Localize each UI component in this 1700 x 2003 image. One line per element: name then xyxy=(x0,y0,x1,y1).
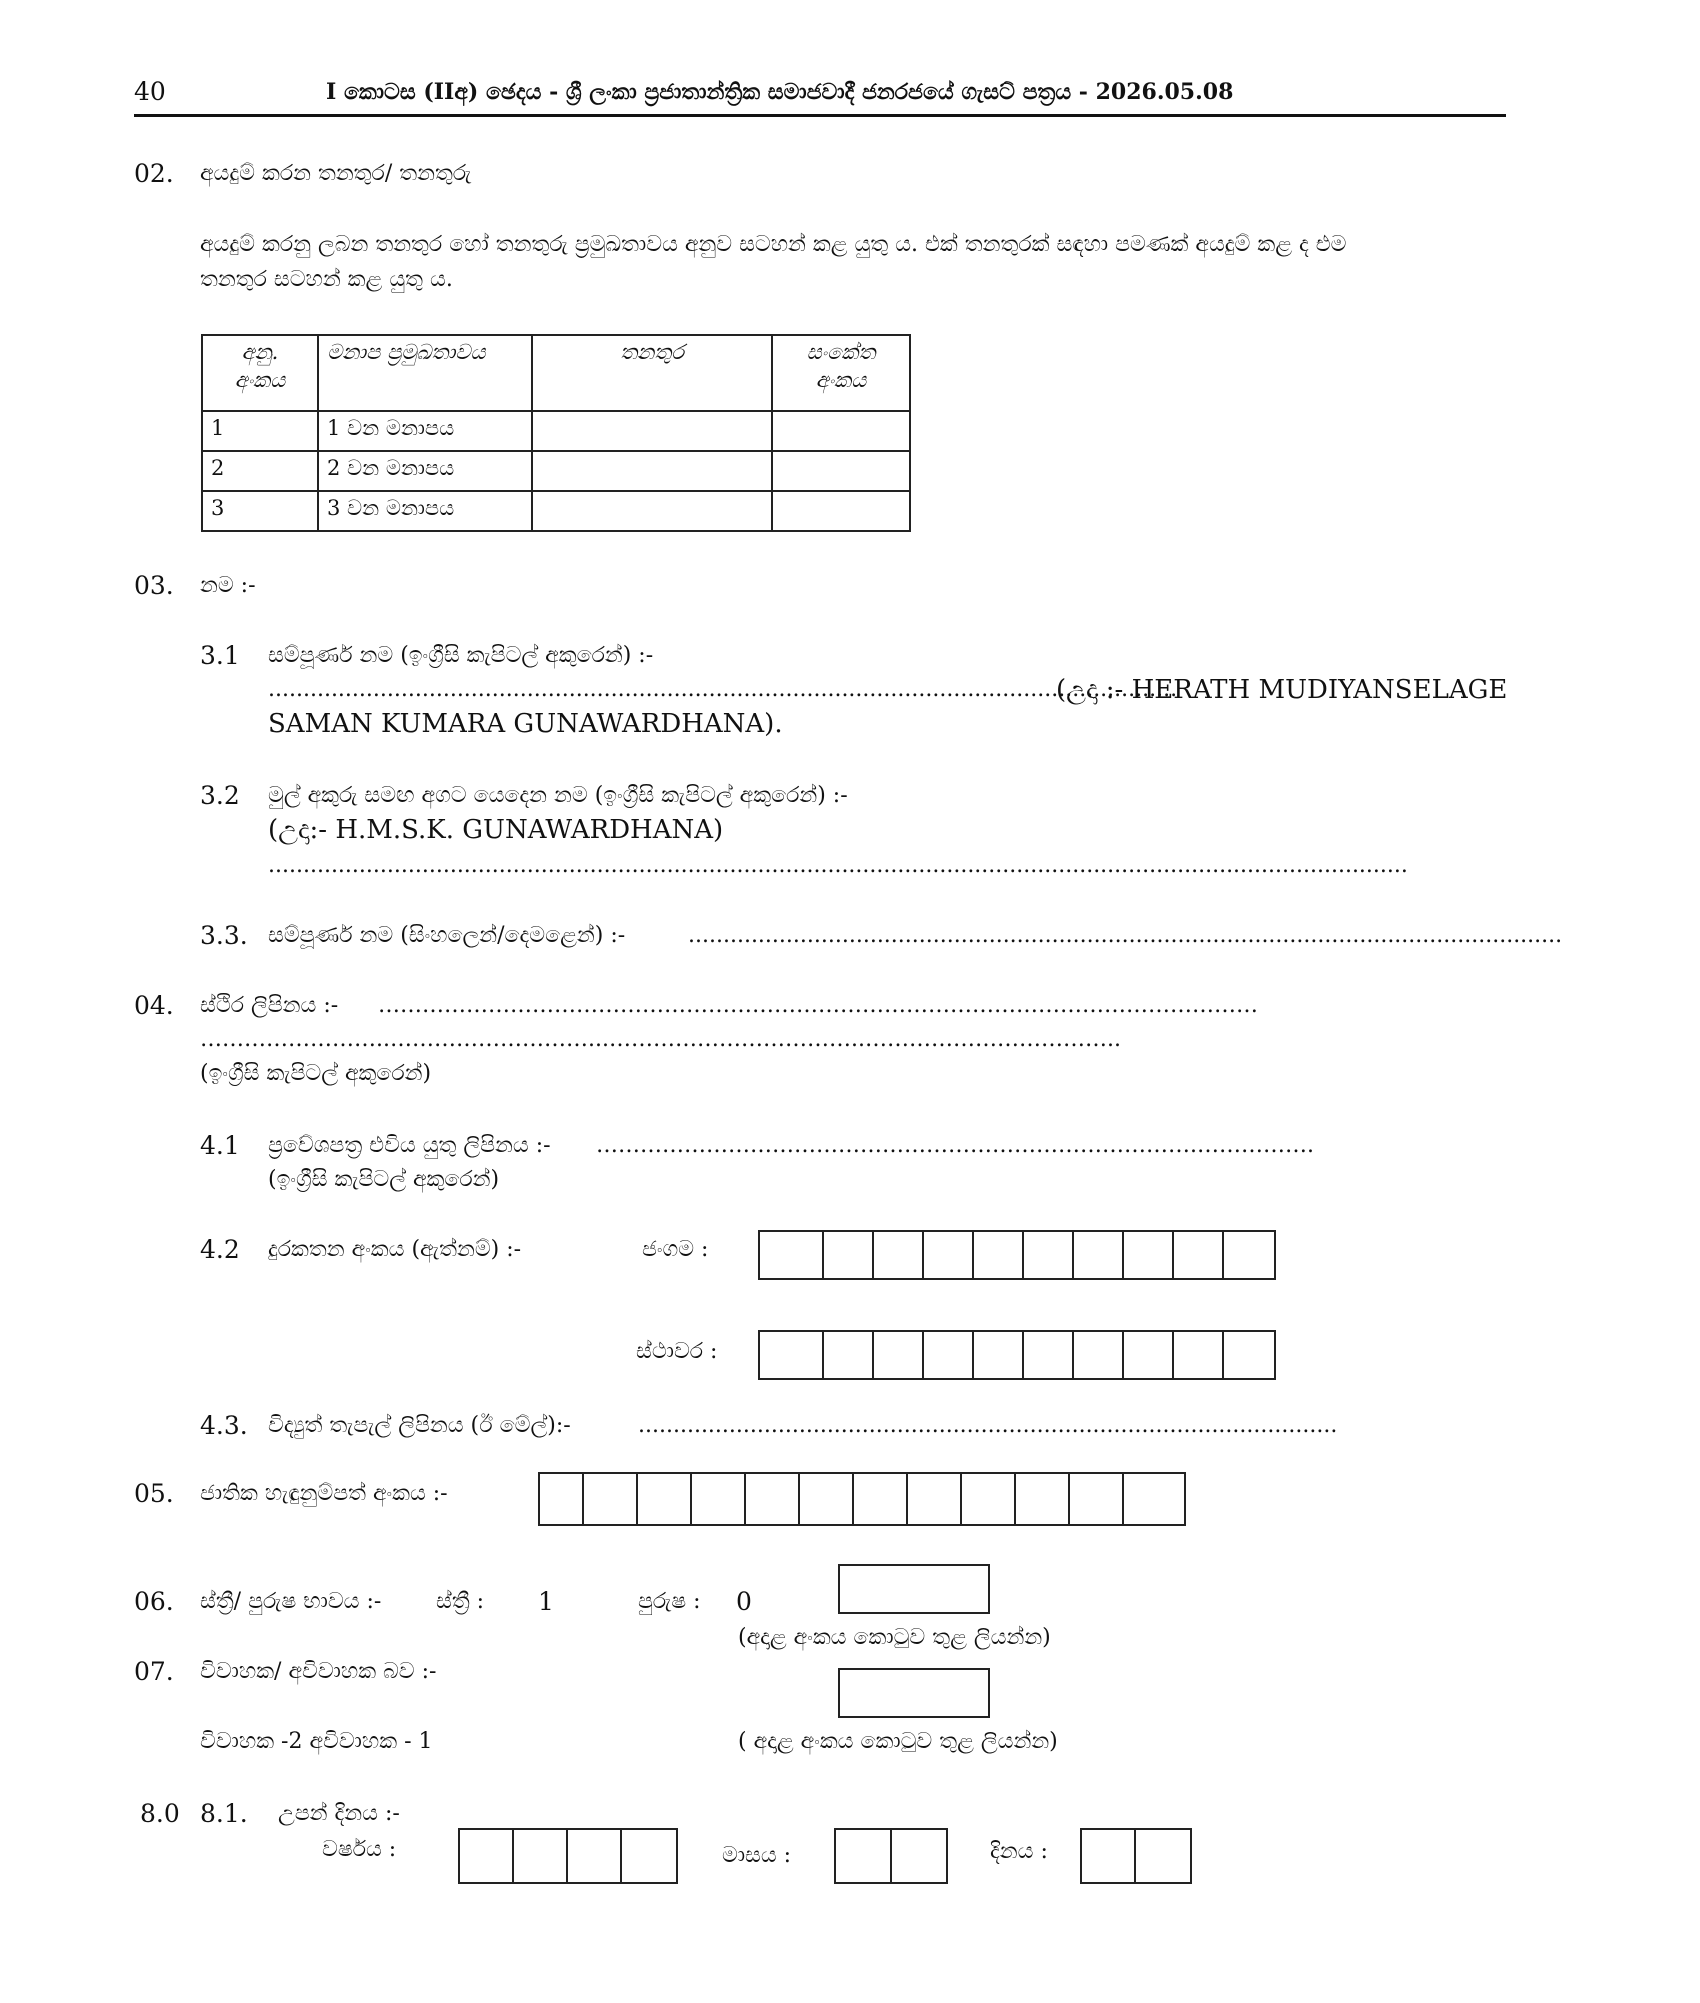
table-row xyxy=(202,491,910,531)
header-serial-no-line1: අනු. xyxy=(241,340,279,364)
section-06-number: 06. xyxy=(134,1587,174,1616)
full-name-english-field[interactable]: .................................................................................................................................. xyxy=(268,677,1178,702)
nic-number-boxes xyxy=(538,1472,1186,1526)
row-3-no: 3 xyxy=(202,491,318,531)
year-boxes xyxy=(458,1828,678,1884)
nic-digit-box[interactable] xyxy=(1124,1474,1184,1524)
header-code-no xyxy=(772,335,910,411)
marital-status-code-box[interactable] xyxy=(838,1668,990,1718)
gender-label: ස්ත්‍රී/ පුරුෂ භාවය :- xyxy=(200,1589,382,1614)
row-3-code-input[interactable] xyxy=(772,491,910,531)
section-3-2-number: 3.2 xyxy=(200,781,240,810)
full-name-example-line2: SAMAN KUMARA GUNAWARDHANA). xyxy=(268,709,783,739)
mobile-number-boxes xyxy=(758,1230,1276,1280)
section-08-number: 8.0 xyxy=(140,1799,180,1828)
fixed-line-digit-box[interactable] xyxy=(874,1332,924,1378)
day-boxes xyxy=(1080,1828,1192,1884)
fixed-line-digit-box[interactable] xyxy=(974,1332,1024,1378)
gender-box-note: (අදාළ අංකය කොටුව තුළ ලියන්න) xyxy=(738,1625,1051,1650)
admission-address-field[interactable]: ……………………………………………………………………….……………. xyxy=(596,1133,1314,1158)
row-1-no: 1 xyxy=(202,411,318,451)
fixed-line-digit-box[interactable] xyxy=(1024,1332,1074,1378)
header-code-no-line1: සංකේත xyxy=(806,340,876,364)
nic-digit-box[interactable] xyxy=(584,1474,638,1524)
nic-digit-box[interactable] xyxy=(540,1474,584,1524)
nic-digit-box[interactable] xyxy=(800,1474,854,1524)
row-1-post-input[interactable] xyxy=(532,411,772,451)
initials-name-field[interactable]: ................................................................................................................................................................... xyxy=(268,853,1408,878)
section-02-number: 02. xyxy=(134,159,174,188)
section-04-number: 04. xyxy=(134,991,174,1020)
fixed-line-digit-box[interactable] xyxy=(1224,1332,1274,1378)
section-8-1-number: 8.1. xyxy=(200,1799,248,1828)
nic-digit-box[interactable] xyxy=(638,1474,692,1524)
nic-label: ජාතික හැඳුනුම්පත් අංකය :- xyxy=(200,1481,448,1506)
fixed-line-digit-box[interactable] xyxy=(760,1332,824,1378)
mobile-digit-box[interactable] xyxy=(760,1232,824,1278)
table-row xyxy=(202,451,910,491)
nic-digit-box[interactable] xyxy=(908,1474,962,1524)
marital-status-options: විවාහක -2 අවිවාහක - 1 xyxy=(200,1729,433,1754)
section-02-heading: අයදුම් කරන තනතුර/ තනතුරු xyxy=(200,161,472,186)
section-3-1-label: සම්පූර්ණ නම (ඉංග්‍රීසි කැපිටල් අකුරෙන්) :- xyxy=(268,643,654,668)
marital-box-note: ( අදාළ අංකය කොටුව තුළ ලියන්න) xyxy=(738,1729,1058,1754)
section-07-number: 07. xyxy=(134,1657,174,1686)
full-name-example-line1: (උදා :- HERATH MUDIYANSELAGE xyxy=(1056,675,1508,705)
row-2-post-input[interactable] xyxy=(532,451,772,491)
admission-address-label: ප්‍රවේශපත්‍ර එවිය යුතු ලිපිනය :- xyxy=(268,1133,551,1158)
year-digit-box[interactable] xyxy=(622,1830,676,1882)
permanent-address-note: (ඉංග්‍රීසි කැපිටල් අකුරෙන්) xyxy=(200,1061,432,1086)
mobile-digit-box[interactable] xyxy=(924,1232,974,1278)
section-3-1-number: 3.1 xyxy=(200,641,240,670)
mobile-digit-box[interactable] xyxy=(1024,1232,1074,1278)
gender-code-box[interactable] xyxy=(838,1564,990,1614)
header-post: තනතුර xyxy=(532,335,772,411)
fixed-line-digit-box[interactable] xyxy=(824,1332,874,1378)
section-02-paragraph-line1: අයදුම් කරනු ලබන තනතුර හෝ තනතුරු ප්‍රමුඛතාවය අනුව සටහන් කළ යුතු ය. එක් තනතුරක් සඳහා පමණක් අයදුම් කළ ද එම xyxy=(200,232,1347,257)
fixed-line-digit-box[interactable] xyxy=(924,1332,974,1378)
email-label: විද්‍යුත් තැපැල් ලිපිනය (ඊ මේල්):- xyxy=(268,1413,571,1438)
female-label: ස්ත්‍රී : xyxy=(436,1589,485,1614)
header-rule xyxy=(134,114,1506,117)
year-label: වර්ෂය : xyxy=(322,1837,397,1862)
header-code-no-line2: අංකය xyxy=(815,368,867,392)
male-code: 0 xyxy=(736,1587,752,1616)
nic-digit-box[interactable] xyxy=(746,1474,800,1524)
fixed-line-digit-box[interactable] xyxy=(1124,1332,1174,1378)
nic-digit-box[interactable] xyxy=(1016,1474,1070,1524)
header-serial-no-line2: අංකය xyxy=(234,368,286,392)
day-digit-box[interactable] xyxy=(1136,1830,1190,1882)
initials-name-example: (උදා:- H.M.S.K. GUNAWARDHANA) xyxy=(268,815,724,845)
section-3-2-label: මුල් අකුරු සමඟ අගට යෙදෙන නම (ඉංග්‍රීසි කැපිටල් අකුරෙන්) :- xyxy=(268,783,848,808)
permanent-address-field-line2[interactable]: ……………………..………………………...……………………………..…………………………….. xyxy=(200,1027,1121,1052)
fixed-line-label: ස්ථාවර : xyxy=(636,1339,718,1364)
mobile-digit-box[interactable] xyxy=(1124,1232,1174,1278)
row-2-preference: 2 වන මනාපය xyxy=(318,451,532,491)
section-02-paragraph-line2: තනතුර සටහන් කළ යුතු ය. xyxy=(200,267,453,292)
fixed-line-digit-box[interactable] xyxy=(1174,1332,1224,1378)
row-2-code-input[interactable] xyxy=(772,451,910,491)
mobile-digit-box[interactable] xyxy=(824,1232,874,1278)
section-4-1-number: 4.1 xyxy=(200,1131,240,1160)
month-digit-box[interactable] xyxy=(892,1830,946,1882)
section-4-2-number: 4.2 xyxy=(200,1235,240,1264)
gazette-title: I කොටස (IIඅ) ඡෙදය - ශ්‍රී ලංකා ප්‍රජාතාන්ත්‍රික සමාජවාදී ජනරජයේ ගැසට් පත්‍රය - 2026.05.08 xyxy=(326,79,1234,105)
row-3-preference: 3 වන මනාපය xyxy=(318,491,532,531)
row-3-post-input[interactable] xyxy=(532,491,772,531)
month-label: මාසය : xyxy=(722,1843,792,1868)
nic-digit-box[interactable] xyxy=(962,1474,1016,1524)
table-row xyxy=(202,411,910,451)
year-digit-box[interactable] xyxy=(460,1830,514,1882)
email-field[interactable]: .................................................................................................... xyxy=(638,1413,1338,1438)
year-digit-box[interactable] xyxy=(568,1830,622,1882)
header-preference: මනාප ප්‍රමුඛතාවය xyxy=(318,335,532,411)
month-boxes xyxy=(834,1828,948,1884)
section-3-3-label: සම්පූර්ණ නම (සිංහලෙන්/දෙමළෙන්) :- xyxy=(268,923,626,948)
male-label: පුරුෂ : xyxy=(638,1589,701,1614)
telephone-label: දුරකතන අංකය (ඇත්නම්) :- xyxy=(268,1237,522,1262)
nic-digit-box[interactable] xyxy=(854,1474,908,1524)
marital-status-label: විවාහක/ අවිවාහක බව :- xyxy=(200,1659,437,1684)
day-digit-box[interactable] xyxy=(1082,1830,1136,1882)
section-05-number: 05. xyxy=(134,1479,174,1508)
mobile-label: ජංගම : xyxy=(642,1237,709,1262)
preference-table xyxy=(201,334,911,532)
section-3-3-number: 3.3. xyxy=(200,921,248,950)
row-1-code-input[interactable] xyxy=(772,411,910,451)
permanent-address-field-line1[interactable]: ………………………………………………………………………………………………………… xyxy=(378,993,1258,1018)
row-1-preference: 1 වන මනාපය xyxy=(318,411,532,451)
permanent-address-label: ස්ථිර ලිපිනය :- xyxy=(200,993,339,1018)
female-code: 1 xyxy=(538,1587,554,1616)
month-digit-box[interactable] xyxy=(836,1830,892,1882)
year-digit-box[interactable] xyxy=(514,1830,568,1882)
fixed-line-digit-box[interactable] xyxy=(1074,1332,1124,1378)
section-03-heading: නම :- xyxy=(200,573,256,598)
full-name-sinhala-tamil-field[interactable]: ............................................................................................................................. xyxy=(688,923,1563,948)
date-of-birth-label: උපන් දිනය :- xyxy=(278,1801,400,1826)
section-4-3-number: 4.3. xyxy=(200,1411,248,1440)
day-label: දිනය : xyxy=(990,1839,1048,1864)
mobile-digit-box[interactable] xyxy=(1174,1232,1224,1278)
nic-digit-box[interactable] xyxy=(1070,1474,1124,1524)
mobile-digit-box[interactable] xyxy=(874,1232,924,1278)
row-2-no: 2 xyxy=(202,451,318,491)
nic-digit-box[interactable] xyxy=(692,1474,746,1524)
mobile-digit-box[interactable] xyxy=(974,1232,1024,1278)
admission-address-note: (ඉංග්‍රීසි කැපිටල් අකුරෙන්) xyxy=(268,1167,500,1192)
section-03-number: 03. xyxy=(134,571,174,600)
mobile-digit-box[interactable] xyxy=(1224,1232,1274,1278)
page-number: 40 xyxy=(134,77,166,106)
header-serial-no xyxy=(202,335,318,411)
mobile-digit-box[interactable] xyxy=(1074,1232,1124,1278)
fixed-line-number-boxes xyxy=(758,1330,1276,1380)
table-header-row xyxy=(202,335,910,411)
